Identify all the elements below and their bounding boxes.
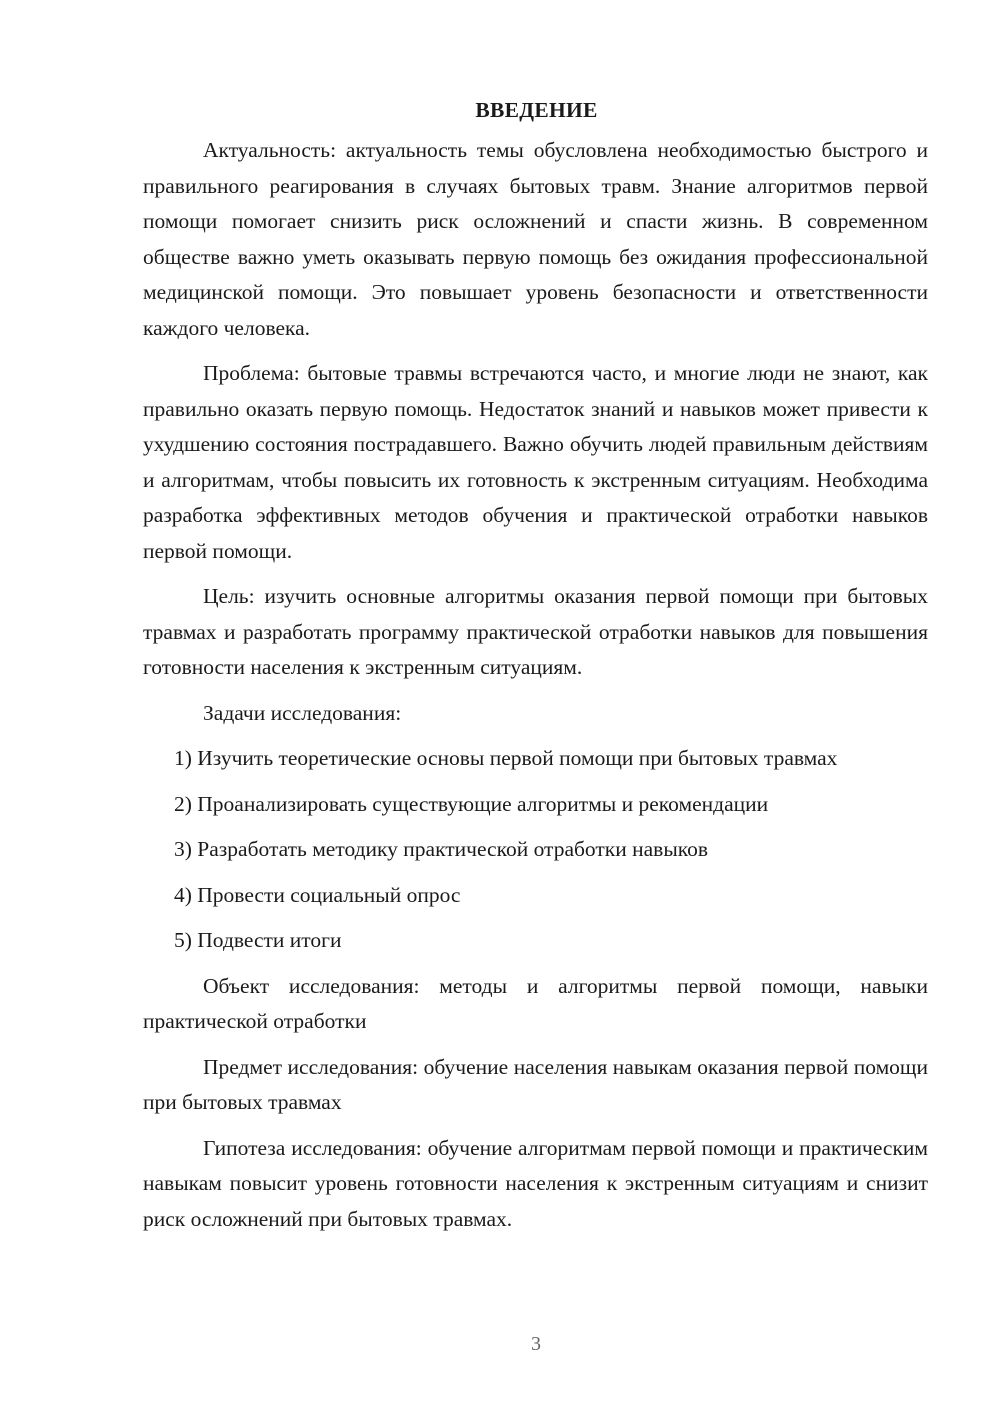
page-content xyxy=(143,96,928,1247)
task-item: 3) Разработать методику практической отработки навыков xyxy=(174,837,709,861)
problem-paragraph: Проблема: бытовые травмы встречаются часто, и многие люди не знают, как правильно оказать первую помощь. Недостаток знаний и навыков может привести к ухудшению состояния пострадавшего. Важно обучить людей правильным действиям и алгоритмам, чтобы повысить их готовность к экстренным ситуациям. Необходима разработка эффективных методов обучения и практической отработки навыков первой помощи. xyxy=(143,361,928,563)
tasks-heading: Задачи исследования: xyxy=(203,700,402,725)
task-item: 5) Подвести итоги xyxy=(174,928,342,952)
task-item: 4) Провести социальный опрос xyxy=(174,882,461,907)
task-item: 1) Изучить теоретические основы первой помощи при бытовых травмах xyxy=(174,746,838,770)
goal-paragraph: Цель: изучить основные алгоритмы оказания первой помощи при бытовых травмах и разработать программу практической отработки навыков для повышения готовности населения к экстренным ситуациям. xyxy=(143,584,928,679)
page-title: ВВЕДЕНИЕ xyxy=(475,98,598,122)
object-paragraph: Объект исследования: методы и алгоритмы первой помощи, навыки практической отработки xyxy=(143,973,928,1033)
subject-paragraph: Предмет исследования: обучение населения навыкам оказания первой помощи при бытовых травмах xyxy=(143,1054,928,1114)
tasks-list xyxy=(143,741,928,959)
relevance-paragraph: Актуальность: актуальность темы обусловлена необходимостью быстрого и правильного реагирования в случаях бытовых травм. Знание алгоритмов первой помощи помогает снизить риск осложнений и спасти жизнь. В современном обществе важно уметь оказывать первую помощь без ожидания профессиональной медицинской помощи. Это повышает уровень безопасности и ответственности каждого человека. xyxy=(143,138,928,340)
page-number: 3 xyxy=(531,1333,541,1355)
task-item: 2) Проанализировать существующие алгоритмы и рекомендации xyxy=(174,791,769,816)
hypothesis-paragraph: Гипотеза исследования: обучение алгоритмам первой помощи и практическим навыкам повысит уровень готовности населения к экстренным ситуациям и снизит риск осложнений при бытовых травмах. xyxy=(143,1135,928,1231)
